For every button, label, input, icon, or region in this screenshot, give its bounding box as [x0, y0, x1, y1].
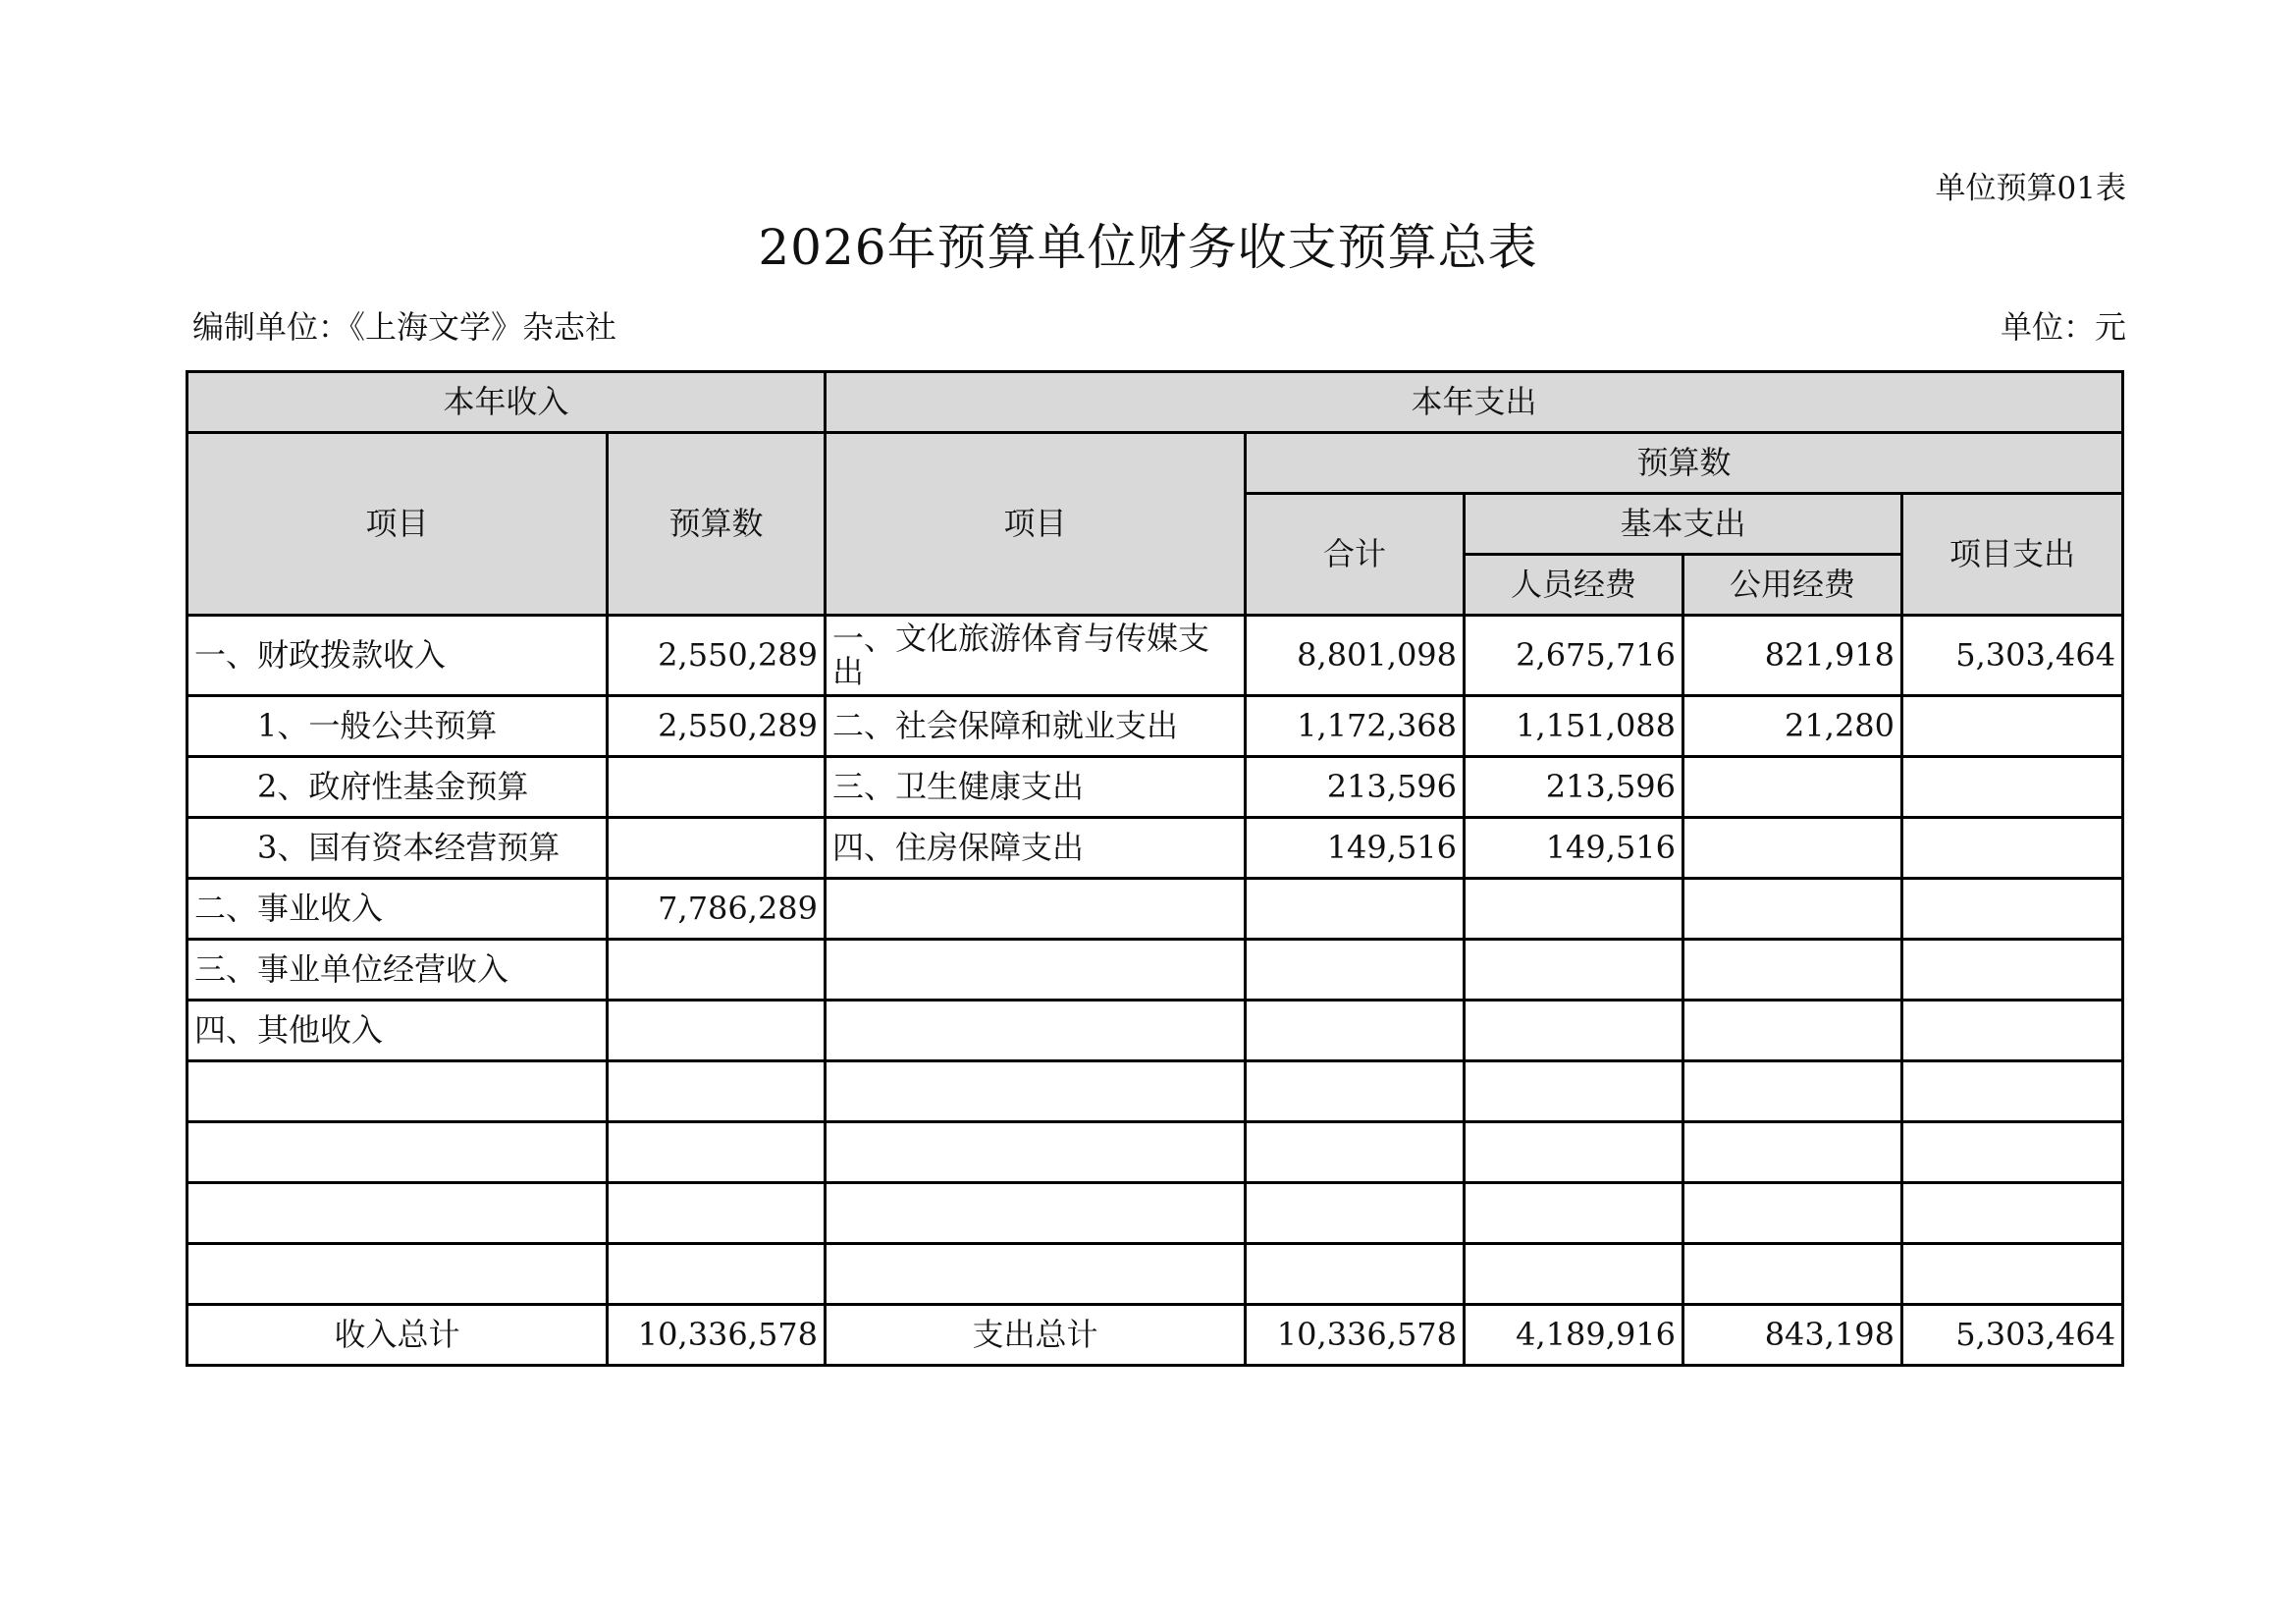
- public-header: 公用经费: [1683, 555, 1902, 616]
- personnel-cell: 1,151,088: [1465, 696, 1683, 757]
- personnel-cell: 2,675,716: [1465, 616, 1683, 696]
- income-amount-cell: [608, 1001, 826, 1061]
- income-amount-cell: [608, 1183, 826, 1244]
- compiling-unit: 编制单位：《上海文学》杂志社: [192, 308, 617, 346]
- total-cell: [1246, 1122, 1465, 1183]
- table-row: [187, 1122, 2123, 1183]
- basic-expense-header: 基本支出: [1465, 494, 1902, 555]
- income-amount-cell: [608, 940, 826, 1001]
- personnel-total: 4,189,916: [1465, 1305, 1683, 1366]
- total-cell: 1,172,368: [1246, 696, 1465, 757]
- project-cell: [1902, 1183, 2123, 1244]
- income-budget-header: 预算数: [608, 433, 826, 616]
- expense-item-cell: [826, 879, 1246, 940]
- income-amount-cell: [608, 1122, 826, 1183]
- project-cell: [1902, 818, 2123, 879]
- income-item-cell: 三、事业单位经营收入: [187, 940, 608, 1001]
- income-amount-cell: [608, 1061, 826, 1122]
- income-item-cell: 四、其他收入: [187, 1001, 608, 1061]
- income-total-amount: 10,336,578: [608, 1305, 826, 1366]
- total-cell: 149,516: [1246, 818, 1465, 879]
- income-amount-cell: [608, 1244, 826, 1305]
- total-cell: [1246, 1244, 1465, 1305]
- total-cell: [1246, 1183, 1465, 1244]
- income-item-cell: [187, 1122, 608, 1183]
- personnel-cell: [1465, 1061, 1683, 1122]
- public-cell: 21,280: [1683, 696, 1902, 757]
- public-cell: 821,918: [1683, 616, 1902, 696]
- expense-item-cell: 二、社会保障和就业支出: [826, 696, 1246, 757]
- public-cell: [1683, 1001, 1902, 1061]
- project-cell: [1902, 879, 2123, 940]
- project-cell: [1902, 1061, 2123, 1122]
- form-code: 单位预算01表: [1935, 171, 2126, 206]
- personnel-cell: [1465, 879, 1683, 940]
- page-title: 2026年预算单位财务收支预算总表: [758, 219, 1538, 276]
- income-amount-cell: 2,550,289: [608, 616, 826, 696]
- project-cell: [1902, 940, 2123, 1001]
- public-total: 843,198: [1683, 1305, 1902, 1366]
- total-cell: 213,596: [1246, 757, 1465, 818]
- table-row: [187, 696, 2123, 757]
- table-row: [187, 940, 2123, 1001]
- project-cell: 5,303,464: [1902, 616, 2123, 696]
- public-cell: [1683, 1183, 1902, 1244]
- income-amount-cell: [608, 818, 826, 879]
- income-item-cell: 一、财政拨款收入: [187, 616, 608, 696]
- expense-item-cell: [826, 1183, 1246, 1244]
- expense-group-header: 本年支出: [826, 372, 2123, 433]
- personnel-cell: 213,596: [1465, 757, 1683, 818]
- expense-item-cell: [826, 1001, 1246, 1061]
- expense-item-cell: 四、住房保障支出: [826, 818, 1246, 879]
- project-cell: [1902, 757, 2123, 818]
- income-group-header: 本年收入: [187, 372, 826, 433]
- public-cell: [1683, 1122, 1902, 1183]
- table-row: [187, 757, 2123, 818]
- project-cell: [1902, 1244, 2123, 1305]
- income-item-cell: 1、一般公共预算: [187, 696, 608, 757]
- total-cell: [1246, 940, 1465, 1001]
- table-row: [187, 818, 2123, 879]
- total-cell: [1246, 1061, 1465, 1122]
- public-cell: [1683, 757, 1902, 818]
- project-expense-header: 项目支出: [1902, 494, 2123, 616]
- income-item-cell: 3、国有资本经营预算: [187, 818, 608, 879]
- totals-row: [187, 1305, 2123, 1366]
- income-item-cell: [187, 1244, 608, 1305]
- table-row: [187, 879, 2123, 940]
- expense-total-amount: 10,336,578: [1246, 1305, 1465, 1366]
- public-cell: [1683, 818, 1902, 879]
- income-amount-cell: [608, 757, 826, 818]
- personnel-cell: [1465, 940, 1683, 1001]
- table-row: [187, 1183, 2123, 1244]
- currency-unit: 单位：元: [2000, 308, 2126, 346]
- project-cell: [1902, 1122, 2123, 1183]
- income-item-header: 项目: [187, 433, 608, 616]
- public-cell: [1683, 879, 1902, 940]
- personnel-cell: [1465, 1001, 1683, 1061]
- total-cell: [1246, 879, 1465, 940]
- expense-item-cell: 三、卫生健康支出: [826, 757, 1246, 818]
- project-cell: [1902, 1001, 2123, 1061]
- table-row: [187, 1061, 2123, 1122]
- budget-table: [186, 370, 2124, 1367]
- table-row: [187, 1001, 2123, 1061]
- income-amount-cell: 2,550,289: [608, 696, 826, 757]
- expense-item-cell: 一、文化旅游体育与传媒支出: [826, 616, 1246, 696]
- expense-item-cell: [826, 1244, 1246, 1305]
- public-cell: [1683, 1244, 1902, 1305]
- personnel-cell: 149,516: [1465, 818, 1683, 879]
- expense-budget-header: 预算数: [1246, 433, 2123, 494]
- project-cell: [1902, 696, 2123, 757]
- personnel-cell: [1465, 1244, 1683, 1305]
- personnel-cell: [1465, 1122, 1683, 1183]
- income-item-cell: [187, 1183, 608, 1244]
- table-row: [187, 616, 2123, 696]
- income-item-cell: 2、政府性基金预算: [187, 757, 608, 818]
- total-cell: [1246, 1001, 1465, 1061]
- income-total-label: 收入总计: [187, 1305, 608, 1366]
- expense-total-label: 支出总计: [826, 1305, 1246, 1366]
- expense-item-cell: [826, 1122, 1246, 1183]
- expense-item-cell: [826, 1061, 1246, 1122]
- public-cell: [1683, 1061, 1902, 1122]
- total-header: 合计: [1246, 494, 1465, 616]
- personnel-header: 人员经费: [1465, 555, 1683, 616]
- income-amount-cell: 7,786,289: [608, 879, 826, 940]
- table-row: [187, 1244, 2123, 1305]
- income-item-cell: [187, 1061, 608, 1122]
- income-item-cell: 二、事业收入: [187, 879, 608, 940]
- total-cell: 8,801,098: [1246, 616, 1465, 696]
- public-cell: [1683, 940, 1902, 1001]
- expense-item-cell: [826, 940, 1246, 1001]
- expense-item-header: 项目: [826, 433, 1246, 616]
- personnel-cell: [1465, 1183, 1683, 1244]
- project-total: 5,303,464: [1902, 1305, 2123, 1366]
